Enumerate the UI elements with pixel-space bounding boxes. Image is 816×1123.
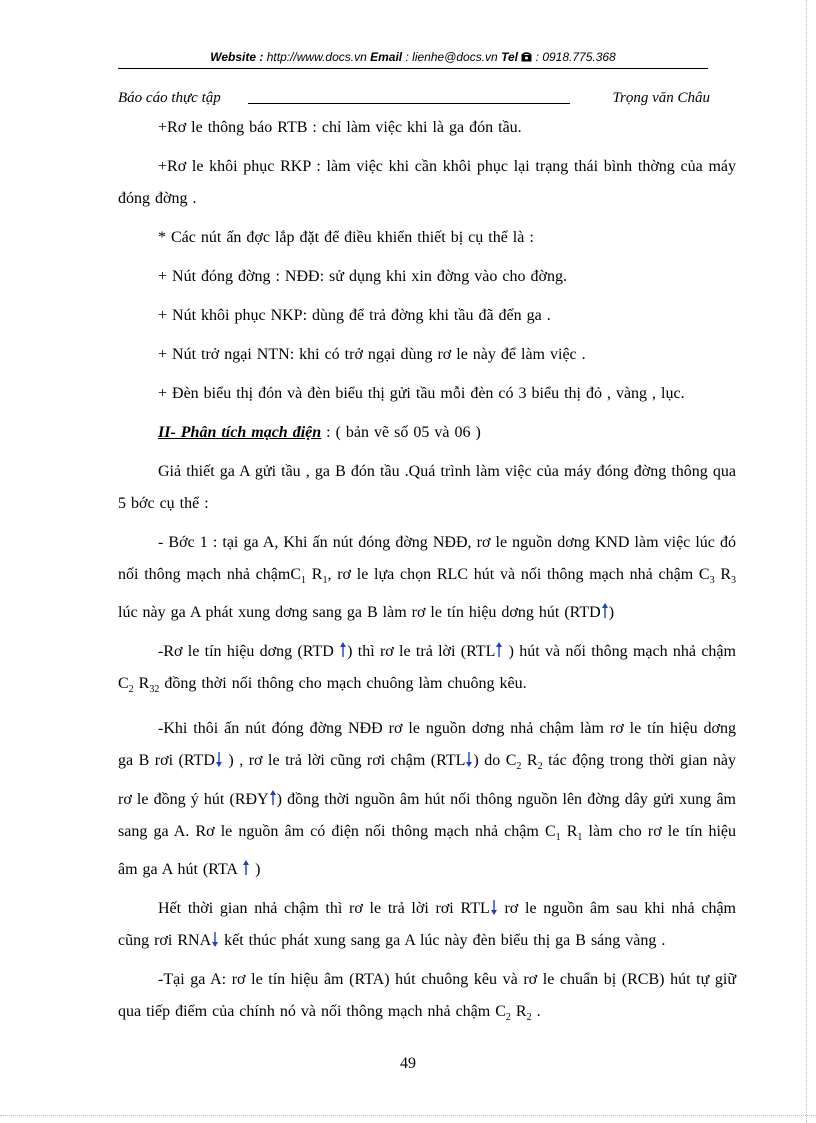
arrow-down-icon: [490, 899, 498, 915]
text-run: -Tại ga A: rơ le tín hiệu âm (RTA) hút chuông kêu và rơ le chuẩn bị (RCB) hút tự giữ qua tiếp điểm của chính nó và nối thông mạch nhả chậm C: [118, 970, 736, 1020]
tel-label: Tel: [501, 50, 518, 64]
subscript: 2: [526, 1011, 532, 1023]
paragraph-lamps: + Đèn biểu thị đón và đèn biểu thị gửi tầu mỗi đèn có 3 biểu thị đỏ , vàng , lục.: [158, 385, 685, 402]
paragraph-timeout: [118, 893, 736, 957]
right-dotted-border: [806, 0, 807, 1123]
website-url[interactable]: http://www.docs.vn: [266, 50, 367, 64]
subscript: 2: [516, 761, 522, 773]
text-run: kết thúc phát xung sang ga A lúc này đèn biểu thị ga B sáng vàng .: [219, 931, 666, 949]
text-run: tác động trong thời gian này rơ le đồng ý hút (RĐY: [118, 752, 737, 808]
text-run: R: [521, 752, 538, 770]
arrow-down-icon: [211, 931, 219, 947]
subscript: 2: [128, 684, 134, 696]
text-run: -Rơ le tín hiệu dơng (RTD: [158, 643, 340, 661]
text-run: đồng thời nối thông cho mạch chuông làm chuông kêu.: [159, 675, 527, 693]
report-title: Báo cáo thực tập: [118, 90, 221, 106]
text-run: ) hút và nối thông mạch nhả chậm C: [118, 643, 736, 693]
subscript: 2: [537, 761, 543, 773]
text-run: R: [714, 566, 732, 583]
author-name: Trọng văn Châu: [612, 90, 710, 106]
section-note: : ( bản vẽ số 05 và 06 ): [321, 424, 481, 441]
paragraph-nkp: + Nút khôi phục NKP: dùng để trả đờng khi tầu đã đến ga .: [158, 307, 551, 324]
subscript: 1: [577, 831, 583, 843]
email-label: Email: [370, 50, 403, 64]
paragraph-ntn: + Nút trở ngại NTN: khi có trở ngại dùng rơ le này để làm việc .: [158, 346, 586, 363]
text-run: rơ le nguồn âm sau khi nhả chậm cũng rơi RNA: [118, 899, 737, 949]
text-run: ) thì rơ le trả lời (RTL: [347, 643, 496, 661]
text-run: ) , rơ le trả lời cũng rơi chậm (RTL: [222, 752, 466, 770]
subscript: 1: [322, 575, 328, 587]
text-run: lúc này ga A phát xung dơng sang ga B làm rơ le tín hiệu dơng hút (RTD: [118, 604, 601, 622]
text-run: Hết thời gian nhả chậm thì rơ le trả lời rơi RTL: [158, 899, 490, 917]
arrow-up-icon: [601, 603, 609, 619]
paragraph-rtb: +Rơ le thông báo RTB : chỉ làm việc khi là ga đón tầu.: [158, 119, 522, 136]
website-label: Website :: [210, 50, 264, 64]
phone-icon: [521, 52, 532, 62]
text-run: ) do C: [473, 752, 517, 770]
subscript: 3: [731, 575, 737, 587]
page-content: [118, 112, 736, 1034]
site-header: [118, 50, 708, 69]
arrow-down-icon: [215, 751, 223, 767]
arrow-up-icon: [242, 860, 250, 876]
paragraph-assumption: Giả thiết ga A gửi tầu , ga B đón tầu .Quá trình làm việc của máy đóng đờng thông qua 5 bớc cụ thể :: [118, 463, 736, 512]
paragraph-rtd: [118, 636, 736, 706]
arrow-up-icon: [339, 642, 347, 658]
text-run: ) đồng thời nguồn âm hút nối thông nguồn lên đờng dây gửi xung âm sang ga A. Rơ le nguồn âm có điện nối thông mạch nhả chậm C: [118, 790, 736, 840]
paragraph-step-1: [118, 527, 736, 629]
text-run: R: [560, 822, 578, 840]
text-run: R: [510, 1002, 527, 1020]
document-header: [118, 90, 710, 106]
text-run: R: [133, 675, 150, 693]
section-heading-paragraph: [118, 417, 736, 449]
header-rule: [248, 103, 570, 104]
subscript: 2: [505, 1011, 511, 1023]
paragraph-rkp: +Rơ le khôi phục RKP : làm việc khi cần khôi phục lại trạng thái bình thờng của máy đóng đờng .: [118, 158, 736, 207]
email-value[interactable]: : lienhe@docs.vn: [405, 50, 498, 64]
text-run: làm cho rơ le tín hiệu âm ga A hút (RTA: [118, 822, 737, 878]
paragraph-station-a: [118, 964, 736, 1034]
paragraph-buttons-intro: * Các nút ấn đợc lắp đặt để điều khiển thiết bị cụ thể là :: [158, 229, 534, 246]
text-run: ): [608, 604, 615, 622]
arrow-up-icon: [269, 790, 277, 806]
text-run: -Khi thôi ấn nút đóng đờng NĐĐ rơ le nguồn dơng nhả chậm làm rơ le tín hiệu dơng ga B rơi (RTD: [118, 720, 736, 770]
subscript: 1: [301, 575, 306, 587]
text-run: , rơ le lựa chọn RLC hút và nối thông mạch nhả chậm C: [327, 566, 710, 583]
subscript: 1: [555, 831, 561, 843]
subscript: 32: [149, 684, 160, 696]
text-run: R: [306, 566, 323, 583]
text-run: .: [531, 1002, 541, 1020]
paragraph-ndd: + Nút đóng đờng : NĐĐ: sử dụng khi xin đờng vào cho đờng.: [158, 268, 567, 285]
bottom-dotted-border: [0, 1115, 816, 1116]
section-heading: II- Phân tích mạch điện: [158, 424, 322, 441]
text-run: ): [250, 860, 261, 878]
subscript: 3: [709, 575, 715, 587]
page-number: 49: [400, 1055, 416, 1072]
paragraph-release: [118, 713, 736, 885]
text-run: - Bớc 1 : tại ga A, Khi ấn nút đóng đờng NĐĐ, rơ le nguồn dơng KND làm việc lúc đó nối thông mạch nhả chậmC: [118, 534, 736, 583]
tel-value: : 0918.775.368: [535, 50, 616, 64]
